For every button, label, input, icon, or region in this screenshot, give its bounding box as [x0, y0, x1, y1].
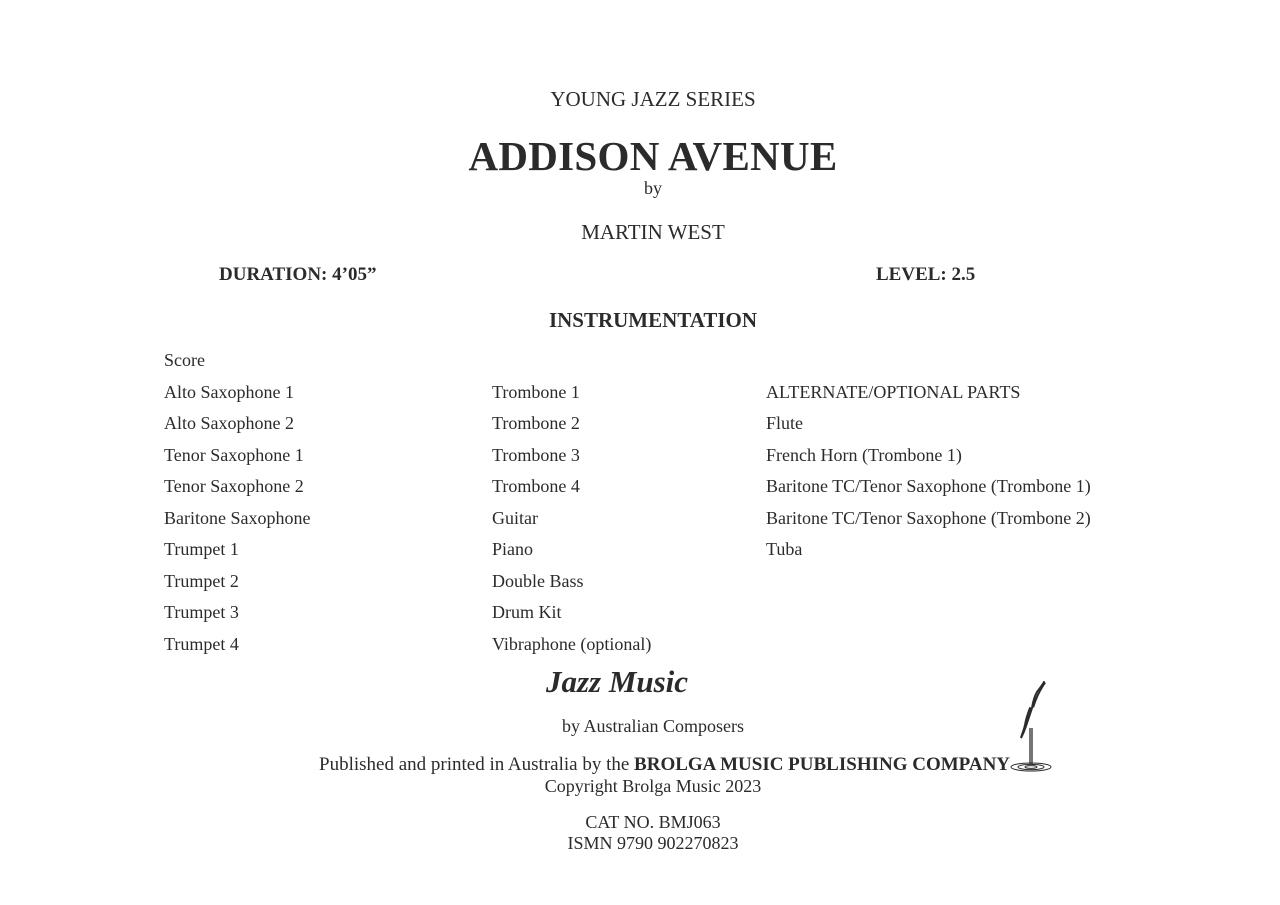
alternate-parts-column — [766, 380, 1091, 569]
instrument-item: Trombone 1 — [492, 381, 580, 402]
instrument-item: French Horn (Trombone 1) — [766, 444, 962, 465]
instrument-item: Tuba — [766, 539, 803, 559]
publisher-line — [319, 754, 1010, 776]
publisher-prefix: Published and printed in Australia by the — [319, 754, 635, 775]
instrument-item: Alto Saxophone 2 — [164, 413, 294, 433]
copyright-line: Copyright Brolga Music 2023 — [544, 776, 762, 796]
instrument-item: Piano — [492, 539, 534, 559]
instrument-item: Flute — [766, 413, 804, 433]
instrument-column-1 — [164, 348, 310, 663]
instrument-item: Tenor Saxophone 1 — [164, 444, 304, 465]
instrumentation-heading: INSTRUMENTATION — [548, 308, 758, 332]
instrument-item: Trombone 3 — [492, 444, 580, 465]
instrument-item: Trumpet 2 — [164, 570, 239, 591]
level-label: LEVEL: 2.5 — [876, 264, 976, 285]
instrument-item: Score — [164, 350, 205, 370]
instrument-item: Drum Kit — [492, 602, 562, 622]
instrument-item: Alto Saxophone 1 — [164, 381, 294, 402]
instrument-item: Vibraphone (optional) — [492, 633, 652, 654]
instrument-item: Tenor Saxophone 2 — [164, 476, 304, 496]
piece-title: ADDISON AVENUE — [468, 133, 838, 179]
instrument-item: Baritone TC/Tenor Saxophone (Trombone 2) — [766, 507, 1091, 528]
australian-composers-line: by Australian Composers — [562, 716, 744, 736]
brolga-bird-icon — [1006, 678, 1054, 778]
instrument-item: Trombone 4 — [492, 476, 580, 496]
instrument-item: Trumpet 4 — [164, 633, 239, 654]
duration-label: DURATION: 4’05” — [219, 264, 377, 285]
instrument-item: Trumpet 1 — [164, 539, 239, 559]
instrument-item: Baritone Saxophone — [164, 507, 311, 528]
composer-name: MARTIN WEST — [581, 220, 725, 244]
alternate-parts-heading: ALTERNATE/OPTIONAL PARTS — [766, 381, 1021, 402]
series-title: YOUNG JAZZ SERIES — [550, 87, 756, 111]
instrument-column-2 — [492, 380, 651, 664]
instrument-item: Trumpet 3 — [164, 602, 239, 622]
instrument-item: Double Bass — [492, 570, 584, 591]
by-label: by — [644, 178, 662, 198]
instrument-item: Trombone 2 — [492, 413, 580, 433]
catalog-number: CAT NO. BMJ063 — [585, 812, 721, 832]
ismn-number: ISMN 9790 902270823 — [567, 833, 739, 853]
publisher-name: BROLGA MUSIC PUBLISHING COMPANY — [634, 754, 1011, 775]
instrument-item: Baritone TC/Tenor Saxophone (Trombone 1) — [766, 476, 1091, 496]
instrument-item: Guitar — [492, 507, 538, 528]
jazz-music-heading: Jazz Music — [545, 664, 689, 699]
